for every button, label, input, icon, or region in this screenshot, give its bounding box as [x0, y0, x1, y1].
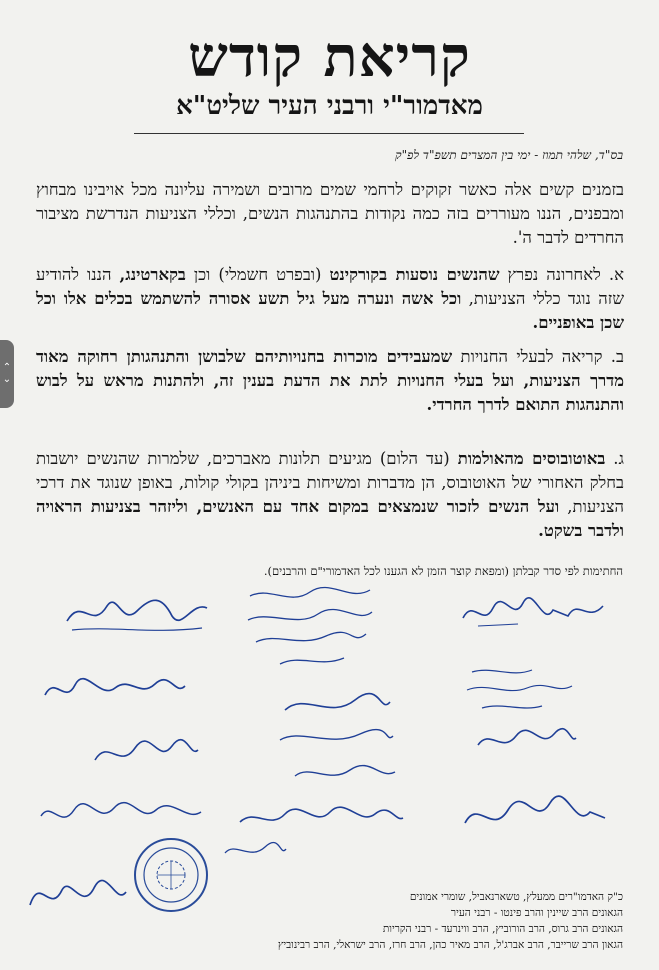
body-text: קריאה לבעלי החנויות [452, 347, 603, 366]
signature-7 [470, 720, 580, 760]
signature-12 [36, 796, 206, 836]
document-title: קריאת קודש [188, 24, 471, 90]
section-letter: א. [600, 265, 624, 284]
body-text: (עד הלום) מגיעים תלונות מאברכים, שלמרות שהנשים יושבות בחלק האחורי של האוטובוס, הן מדברות ומשיחות ביניהן בקולי קולות, באופן שנוגד את דרכי הצניעות, [36, 449, 624, 516]
signature-3 [62, 586, 212, 641]
section-a [36, 263, 624, 335]
signature-10 [460, 788, 610, 848]
section-letter: ג. [605, 449, 624, 468]
emphasized-text: ועל הנשים לזכור שנמצאים במקום אחד עם האנשים, וליזהר בצניעות הראויה ולדבר בשקט. [36, 497, 624, 540]
footer-line: הגאון הרב שרייבר, הרב אברג'ל, הרב מאיר כהן, הרב חרז, הרב ישראלי, הרב רבינוביץ [277, 939, 623, 951]
chevron-up-icon: ⌃ [2, 362, 12, 373]
body-text: לאחרונה נפרץ [499, 265, 601, 284]
signature-4 [462, 660, 582, 720]
body-text: (ובפרט חשמלי) וכן [185, 265, 330, 284]
intro-paragraph: בזמנים קשים אלה כאשר זקוקים לרחמי שמים מרובים ושמירה עליונה מכל אויבינו מבחוץ ומבפנים, הננו מעוררים בזה כמה נקודות בהתנהגות הנשים, וכללי הצניעות הנדרשת מציבור החרדים לדבר ה'. [36, 180, 624, 247]
date-line: בס"ד, שלהי תמוז - ימי בין המצרים תשפ"ד לפ"ק [395, 148, 623, 162]
signatures-area [0, 580, 659, 900]
signature-6 [275, 690, 395, 760]
emphasized-text: שמעבידים מוכרות בחנויותיהם שלבושן והתנהגותן רחוקה מאוד מדרך הצניעות, ועל בעלי החנויות לתת את הדעת בענין זה, ולהתנות מראש על לבוש והתנהגות התואם לדרך החרדי. [36, 347, 624, 414]
signature-13 [220, 835, 290, 865]
signatures-note: החתימות לפי סדר קבלתן (ומפאת קוצר הזמן לא הגענו לכל האדמורי"ם והרבנים). [263, 564, 623, 578]
emphasized-text: בקארטינג, [119, 265, 186, 284]
signature-5 [40, 670, 190, 710]
emphasized-text: באוטובוסים מהאולמות [457, 449, 606, 468]
section-c [36, 447, 624, 543]
footer-line: הגאונים הרב שיינין והרב פינטו - רבני העיר [450, 907, 623, 919]
emphasized-text: שהנשים נוסעות בקורקינט [329, 265, 500, 284]
signers-footer [203, 889, 623, 953]
section-letter: ב. [602, 347, 624, 366]
scroll-handle[interactable] [0, 340, 14, 408]
title-divider [134, 133, 524, 134]
footer-line: הגאונים הרב גרוס, הרב הורוביץ, הרב ווינרעד - רבני הקריות [382, 923, 623, 935]
signature-2 [240, 584, 380, 674]
body-text: הננו להודיע שזה נוגד כללי הצניעות, [36, 265, 624, 308]
signature-11 [235, 800, 405, 840]
chevron-down-icon: ⌄ [2, 374, 12, 385]
signature-8 [90, 730, 200, 775]
emphasized-text: וכל אשה ונערה מעל גיל תשע אסורה להשתמש בכלים אלו וכל שכן באופניים. [36, 289, 624, 332]
rabbinical-stamp-icon [132, 836, 210, 914]
signature-14 [20, 870, 130, 920]
footer-line: כ"ק האדמו"רים ממעלץ, טשארנאביל, שומרי אמונים [409, 891, 623, 903]
signature-1 [458, 588, 608, 638]
section-b [36, 345, 624, 417]
signature-9 [290, 758, 400, 788]
document-subtitle: מאדמור"י ורבני העיר שליט"א [176, 91, 483, 121]
